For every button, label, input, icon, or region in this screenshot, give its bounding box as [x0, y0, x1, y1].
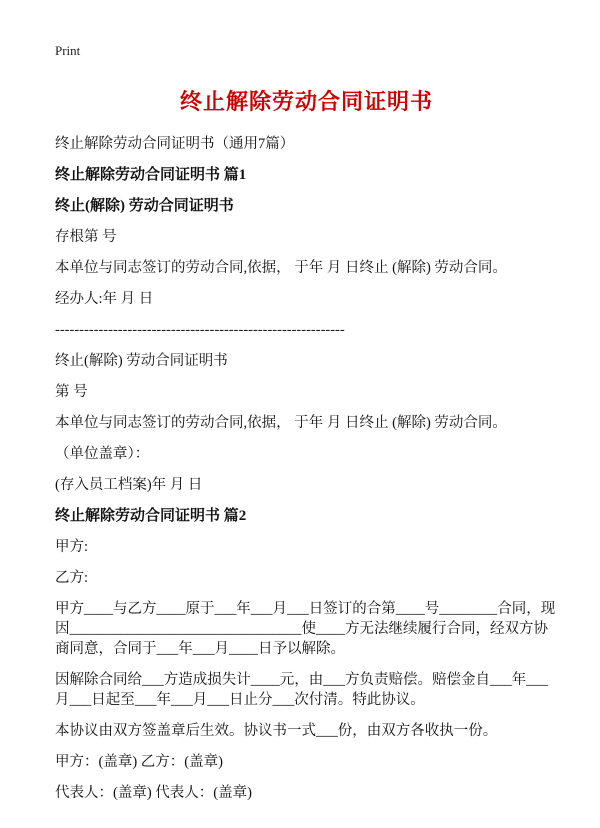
contract-termination-paragraph: 甲方____与乙方____原于___年___月___日签订的合第____号________合同，现因________________________________使____方无法继续履行合同，经双方协商同意，合同于___年___月____日予以解除。 — [55, 601, 556, 657]
representative-seals-line: 代表人：(盖章) 代表人：(盖章) — [55, 785, 252, 801]
archive-date-line: (存入员工档案)年 月 日 — [55, 477, 203, 493]
page-title: 终止解除劳动合同证明书 — [179, 89, 433, 114]
print-link[interactable]: Print — [55, 43, 81, 58]
party-a-line: 甲方: — [55, 539, 89, 555]
body-line-contract-copy: 本单位与同志签订的劳动合同,依据， 于年 月 日终止 (解除) 劳动合同。 — [55, 415, 507, 431]
agreement-effective-line: 本协议由双方签盖章后生效。协议书一式___份，由双方各收执一份。 — [55, 723, 498, 739]
handler-date-line: 经办人:年 月 日 — [55, 291, 154, 307]
certificate-heading: 终止(解除) 劳动合同证明书 — [55, 198, 234, 214]
section-heading-part1: 终止解除劳动合同证明书 篇1 — [55, 167, 247, 183]
unit-seal-line: （单位盖章）： — [55, 446, 150, 462]
number-line: 第 号 — [55, 384, 88, 400]
compensation-paragraph: 因解除合同给___方造成损失计____元，由___方负责赔偿。赔偿金自___年___月___日起至___年___月___日止分___次付清。特此协议。 — [55, 672, 548, 708]
party-b-line: 乙方: — [55, 570, 89, 586]
dashed-divider: ------------------------------------------------------------ — [55, 322, 345, 338]
certificate-heading-copy: 终止(解除) 劳动合同证明书 — [55, 353, 228, 369]
body-line-contract-stub: 本单位与同志签订的劳动合同,依据， 于年 月 日终止 (解除) 劳动合同。 — [55, 260, 507, 276]
party-seals-line: 甲方：(盖章) 乙方：(盖章) — [55, 754, 223, 770]
section-heading-part2: 终止解除劳动合同证明书 篇2 — [55, 508, 247, 524]
stub-number-line: 存根第 号 — [55, 229, 117, 245]
doc-subtitle: 终止解除劳动合同证明书（通用7篇） — [55, 136, 295, 152]
